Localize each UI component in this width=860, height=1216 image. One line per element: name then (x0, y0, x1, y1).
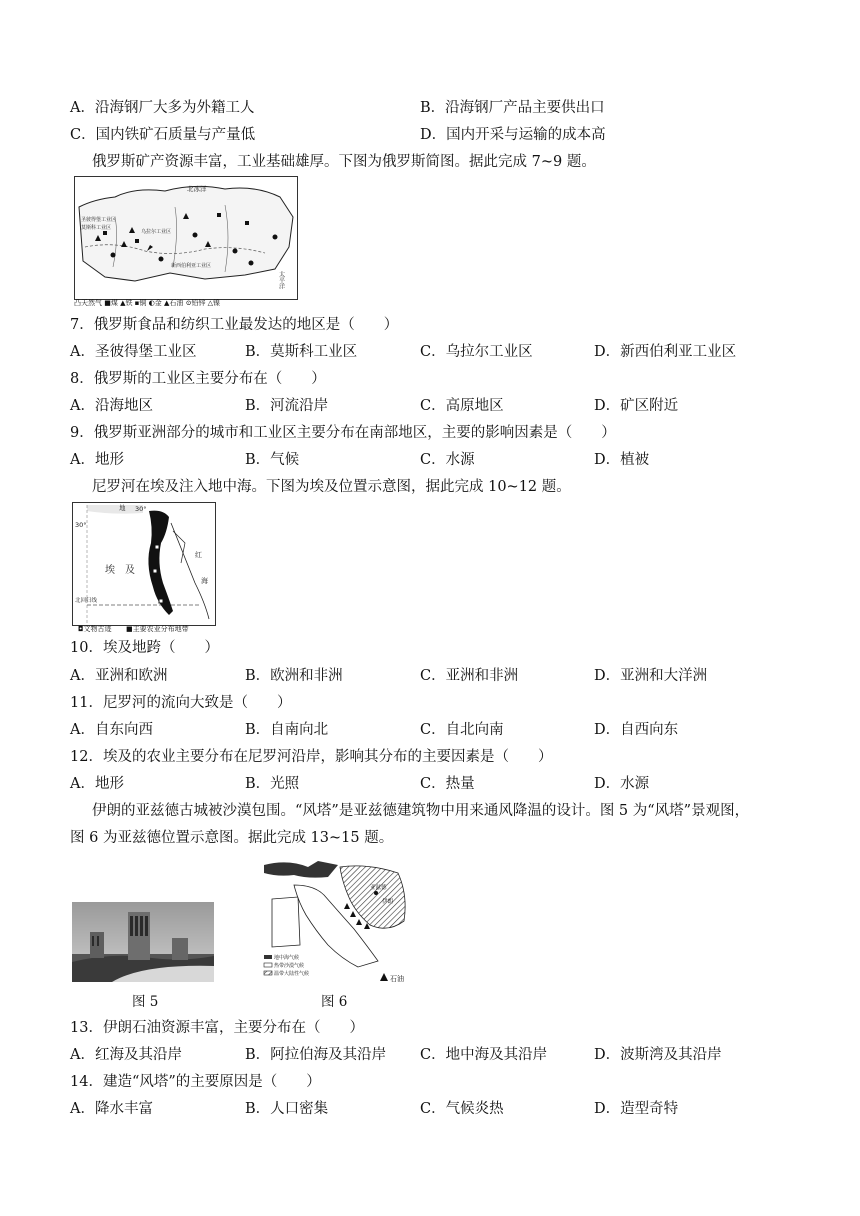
q11-option-a: A．自东向西 (70, 722, 153, 738)
q7-option-a: A．圣彼得堡工业区 (70, 344, 197, 360)
q10-option-d: D．亚洲和大洋洲 (594, 668, 708, 684)
q12-option-b: B．光照 (245, 776, 300, 792)
wind-tower-photo (72, 902, 214, 982)
egypt-legend-b: ■主要农业分布地带 (126, 625, 189, 633)
intro-egypt: 尼罗河在埃及注入地中海。下图为埃及位置示意图，据此完成 10~12 题。 (92, 479, 571, 495)
q11-option-d: D．自西向东 (594, 722, 679, 738)
label-red-sea-1: 红 (195, 551, 202, 559)
q14-option-a: A．降水丰富 (70, 1101, 153, 1117)
label-red-sea-2: 海 (201, 577, 208, 585)
fig5-caption: 图 5 (132, 994, 159, 1010)
label-egypt: 埃 及 (105, 565, 135, 576)
label-arctic-ocean: 北冰洋 (187, 185, 207, 193)
q9-stem: 9．俄罗斯亚洲部分的城市和工业区主要分布在南部地区，主要的影响因素是（ ） (70, 425, 616, 441)
q13-option-d: D．波斯湾及其沿岸 (594, 1047, 722, 1063)
fig6-caption: 图 6 (321, 994, 348, 1010)
q7-stem: 7．俄罗斯食品和纺织工业最发达的地区是（ ） (70, 317, 399, 333)
label-ural: 乌拉尔工业区 (141, 229, 172, 235)
q8-option-a: A．沿海地区 (70, 398, 153, 414)
q6-option-c: C．国内铁矿石质量与产量低 (70, 127, 256, 143)
q8-option-b: B．河流沿岸 (245, 398, 329, 414)
q8-option-c: C．高原地区 (420, 398, 504, 414)
q8-stem: 8．俄罗斯的工业区主要分布在（ ） (70, 371, 326, 387)
legend-desert: 热带沙漠气候 (274, 963, 305, 969)
intro-russia: 俄罗斯矿产资源丰富，工业基础雄厚。下图为俄罗斯简图。据此完成 7~9 题。 (92, 154, 596, 170)
egypt-legend-a: ◘文物古迹 (78, 625, 112, 633)
russia-map-legend: 凸天然气 ■煤 ▲铁 ▪铜 ◐金 ▲石油 ⊙铅锌 △镍 (74, 299, 221, 307)
q14-option-b: B．人口密集 (245, 1101, 329, 1117)
q14-option-c: C．气候炎热 (420, 1101, 504, 1117)
q13-option-b: B．阿拉伯海及其沿岸 (245, 1047, 387, 1063)
legend-mediterranean: 地中海气候 (274, 955, 300, 961)
label-spb: 圣彼得堡工业区 (81, 217, 117, 223)
label-pacific: 太平洋 (277, 271, 285, 289)
label-siberia: 新西伯利亚工业区 (171, 263, 212, 269)
q7-option-b: B．莫斯科工业区 (245, 344, 358, 360)
q9-option-b: B．气候 (245, 452, 300, 468)
q6-option-b: B．沿海钢厂产品主要供出口 (420, 100, 605, 116)
label-lat-30: 30° (75, 521, 87, 529)
q10-option-c: C．亚洲和非洲 (420, 668, 519, 684)
q7-option-c: C．乌拉尔工业区 (420, 344, 533, 360)
q10-stem: 10．埃及地跨（ ） (70, 640, 219, 656)
q11-stem: 11．尼罗河的流向大致是（ ） (70, 695, 292, 711)
q6-option-a: A．沿海钢厂大多为外籍工人 (70, 100, 255, 116)
label-lon-30: 30° (135, 505, 147, 513)
q14-option-d: D．造型奇特 (594, 1101, 679, 1117)
egypt-map (72, 502, 216, 626)
q13-option-c: C．地中海及其沿岸 (420, 1047, 548, 1063)
legend-continental: 温带大陆性气候 (274, 971, 310, 977)
q14-stem: 14．建造“风塔”的主要原因是（ ） (70, 1074, 321, 1090)
label-tropic: 北回归线 (75, 598, 98, 604)
q10-option-a: A．亚洲和欧洲 (70, 668, 168, 684)
q12-option-a: A．地形 (70, 776, 124, 792)
intro-iran-line2: 图 6 为亚兹德位置示意图。据此完成 13~15 题。 (70, 830, 394, 846)
yazd-location-map (258, 855, 412, 985)
q12-option-d: D．水源 (594, 776, 650, 792)
q6-option-d: D．国内开采与运输的成本高 (420, 127, 606, 143)
q11-option-b: B．自南向北 (245, 722, 329, 738)
q8-option-d: D．矿区附近 (594, 398, 679, 414)
russia-map (74, 176, 298, 300)
intro-iran-line1: 伊朗的亚兹德古城被沙漠包围。“风塔”是亚兹德建筑物中用来通风降温的设计。图 5 为“风塔”景观图， (92, 803, 750, 819)
q12-stem: 12．埃及的农业主要分布在尼罗河沿岸，影响其分布的主要因素是（ ） (70, 749, 553, 765)
label-moscow: 莫斯科工业区 (81, 225, 112, 231)
legend-oil: 石油 (390, 975, 404, 983)
q9-option-a: A．地形 (70, 452, 124, 468)
q9-option-d: D．植被 (594, 452, 650, 468)
q9-option-c: C．水源 (420, 452, 475, 468)
q13-stem: 13．伊朗石油资源丰富，主要分布在（ ） (70, 1020, 364, 1036)
label-yazd: 亚兹德 (370, 885, 387, 891)
q13-option-a: A．红海及其沿岸 (70, 1047, 182, 1063)
q7-option-d: D．新西伯利亚工业区 (594, 344, 737, 360)
label-iran: 伊朗 (382, 899, 394, 905)
label-di: 地 (119, 504, 126, 512)
q12-option-c: C．热量 (420, 776, 475, 792)
q11-option-c: C．自北向南 (420, 722, 504, 738)
q10-option-b: B．欧洲和非洲 (245, 668, 343, 684)
